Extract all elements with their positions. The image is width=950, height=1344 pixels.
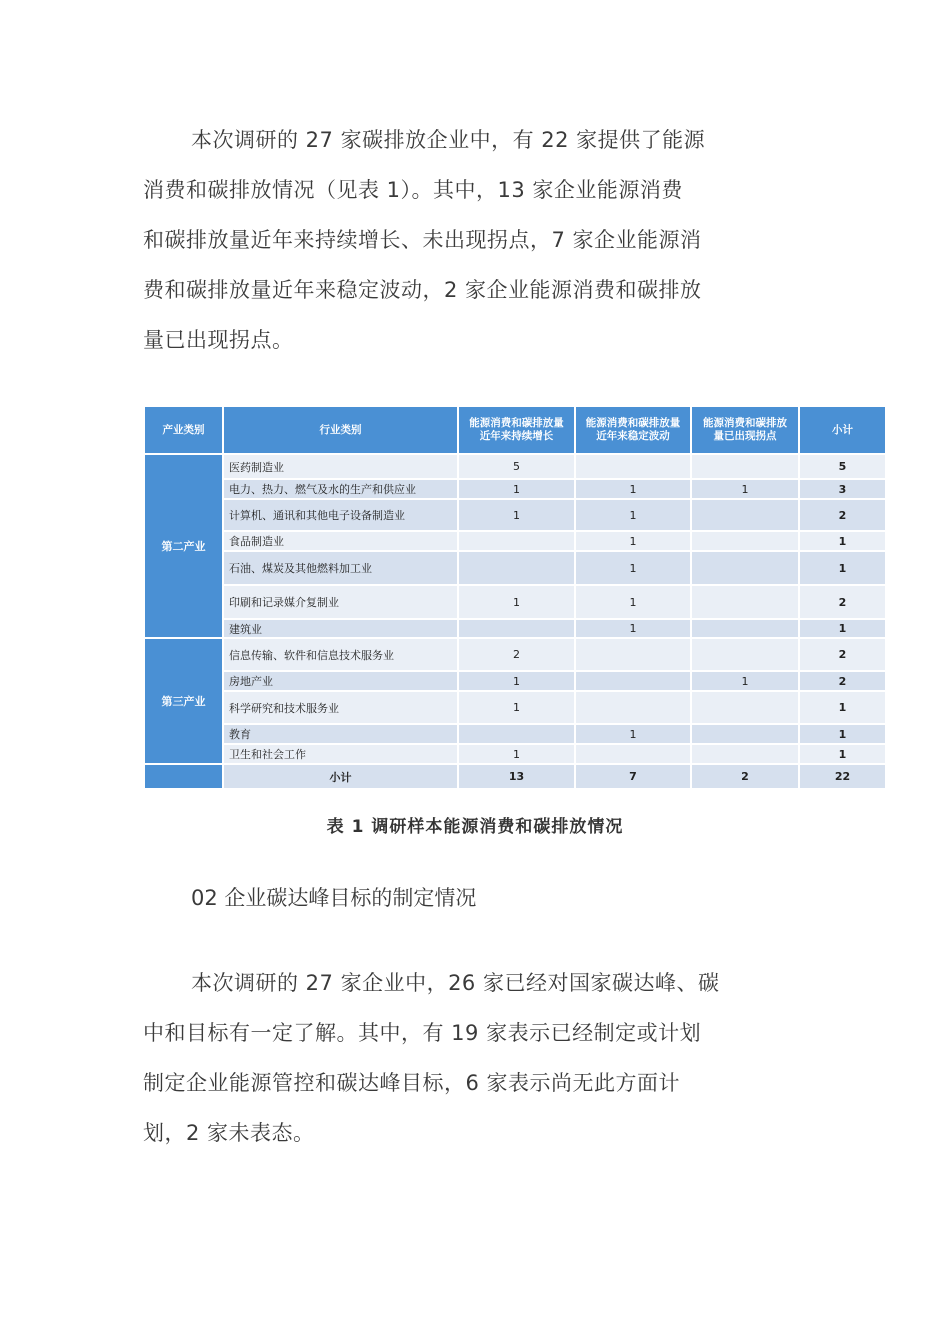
stable-cell: 1	[575, 551, 691, 585]
stable-cell	[575, 691, 691, 724]
growth-cell: 1	[458, 585, 575, 619]
table-row	[144, 499, 886, 531]
subtotal-cell: 5	[799, 454, 886, 479]
industry-cell: 石油、煤炭及其他燃料加工业	[223, 551, 458, 585]
subtotal-cell: 1	[799, 691, 886, 724]
total-stable: 7	[575, 764, 691, 789]
peaked-cell: 1	[691, 479, 799, 499]
target-paragraph	[143, 958, 783, 1158]
industry-cell: 印刷和记录媒介复制业	[223, 585, 458, 619]
paragraph-line: 制定企业能源管控和碳达峰目标，6 家表示尚无此方面计	[143, 1071, 681, 1095]
peaked-cell	[691, 454, 799, 479]
intro-paragraph	[143, 115, 783, 365]
table-row	[144, 638, 886, 671]
peaked-cell	[691, 551, 799, 585]
paragraph-line: 量已出现拐点。	[143, 328, 294, 352]
subtotal-cell: 1	[799, 724, 886, 744]
subtotal-cell: 2	[799, 585, 886, 619]
table-row	[144, 531, 886, 551]
industry-cell: 计算机、通讯和其他电子设备制造业	[223, 499, 458, 531]
subtotal-cell: 2	[799, 638, 886, 671]
industry-cell: 医药制造业	[223, 454, 458, 479]
energy-emission-table	[143, 405, 887, 790]
growth-cell	[458, 531, 575, 551]
stable-cell	[575, 671, 691, 691]
stable-cell: 1	[575, 531, 691, 551]
header-industry: 行业类别	[223, 406, 458, 454]
peaked-cell	[691, 499, 799, 531]
header-peaked: 能源消费和碳排放 量已出现拐点	[691, 406, 799, 454]
stable-cell: 1	[575, 724, 691, 744]
industry-cell: 食品制造业	[223, 531, 458, 551]
subtotal-cell: 1	[799, 551, 886, 585]
industry-cell: 电力、热力、燃气及水的生产和供应业	[223, 479, 458, 499]
header-subtotal: 小计	[799, 406, 886, 454]
peaked-cell	[691, 744, 799, 764]
stable-cell	[575, 744, 691, 764]
paragraph-line: 中和目标有一定了解。其中，有 19 家表示已经制定或计划	[143, 1021, 702, 1045]
total-row	[144, 764, 886, 789]
growth-cell	[458, 551, 575, 585]
table-row	[144, 551, 886, 585]
subtotal-cell: 1	[799, 531, 886, 551]
paragraph-line: 消费和碳排放情况（见表 1）。其中，13 家企业能源消费	[143, 178, 683, 202]
growth-cell	[458, 619, 575, 638]
total-peaked: 2	[691, 764, 799, 789]
subtotal-cell: 1	[799, 744, 886, 764]
paragraph-line: 费和碳排放量近年来稳定波动，2 家企业能源消费和碳排放	[143, 278, 702, 302]
header-growth: 能源消费和碳排放量 近年来持续增长	[458, 406, 575, 454]
subtotal-cell: 3	[799, 479, 886, 499]
subtotal-cell: 2	[799, 671, 886, 691]
peaked-cell	[691, 691, 799, 724]
total-growth: 13	[458, 764, 575, 789]
total-label: 小计	[223, 764, 458, 789]
subtotal-cell: 1	[799, 619, 886, 638]
stable-cell: 1	[575, 619, 691, 638]
header-sector: 产业类别	[144, 406, 223, 454]
growth-cell: 5	[458, 454, 575, 479]
growth-cell	[458, 724, 575, 744]
paragraph-line: 划，2 家未表态。	[143, 1121, 315, 1145]
table-row	[144, 619, 886, 638]
stable-cell: 1	[575, 585, 691, 619]
peaked-cell	[691, 619, 799, 638]
growth-cell: 2	[458, 638, 575, 671]
peaked-cell	[691, 638, 799, 671]
table-row	[144, 671, 886, 691]
paragraph-line: 本次调研的 27 家企业中，26 家已经对国家碳达峰、碳	[191, 971, 720, 995]
stable-cell	[575, 638, 691, 671]
paragraph-line: 本次调研的 27 家碳排放企业中，有 22 家提供了能源	[191, 128, 706, 152]
total-subtotal: 22	[799, 764, 886, 789]
growth-cell: 1	[458, 691, 575, 724]
industry-cell: 信息传输、软件和信息技术服务业	[223, 638, 458, 671]
sector-secondary: 第二产业	[144, 454, 223, 638]
table-row	[144, 744, 886, 764]
table-row	[144, 479, 886, 499]
growth-cell: 1	[458, 671, 575, 691]
table-row	[144, 454, 886, 479]
stable-cell: 1	[575, 499, 691, 531]
table-row	[144, 724, 886, 744]
paragraph-line: 和碳排放量近年来持续增长、未出现拐点，7 家企业能源消	[143, 228, 702, 252]
header-stable: 能源消费和碳排放量 近年来稳定波动	[575, 406, 691, 454]
growth-cell: 1	[458, 479, 575, 499]
industry-cell: 教育	[223, 724, 458, 744]
peaked-cell	[691, 531, 799, 551]
table-caption: 表 1 调研样本能源消费和碳排放情况	[326, 817, 624, 837]
growth-cell: 1	[458, 744, 575, 764]
industry-cell: 科学研究和技术服务业	[223, 691, 458, 724]
section-heading: 02 企业碳达峰目标的制定情况	[191, 886, 477, 910]
industry-cell: 卫生和社会工作	[223, 744, 458, 764]
sector-tertiary: 第三产业	[144, 638, 223, 764]
industry-cell: 房地产业	[223, 671, 458, 691]
stable-cell: 1	[575, 479, 691, 499]
subtotal-cell: 2	[799, 499, 886, 531]
peaked-cell	[691, 585, 799, 619]
total-blank-cell	[144, 764, 223, 789]
table-header-row	[144, 406, 886, 454]
peaked-cell: 1	[691, 671, 799, 691]
growth-cell: 1	[458, 499, 575, 531]
peaked-cell	[691, 724, 799, 744]
table-row	[144, 585, 886, 619]
industry-cell: 建筑业	[223, 619, 458, 638]
stable-cell	[575, 454, 691, 479]
table-row	[144, 691, 886, 724]
